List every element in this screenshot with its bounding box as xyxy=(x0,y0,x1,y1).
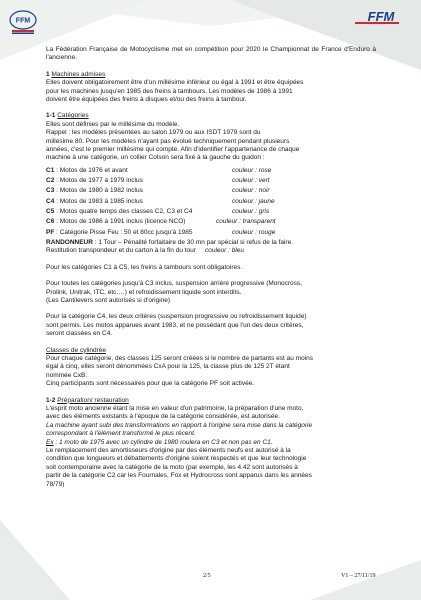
section-1-2-heading: 1-2 Préparation/ restauration xyxy=(46,396,129,404)
page-number: 2/5 xyxy=(203,573,211,579)
restoration-line: partir de la catégorie C2 car les Fournales, Fox et Hydrocross sont apparus dans les années xyxy=(46,472,312,480)
ffm-logo-right xyxy=(351,8,411,28)
categories-line: machine à une catégorie, un collier Colson sera fixé à la gauche du guidon : xyxy=(46,154,265,162)
ffm-logo-left xyxy=(6,10,40,36)
categories-line: Rappel : les modèles présentées au salon 1979 ou aux ISDT 1979 sont du xyxy=(46,129,261,137)
restoration-italic-line: correspondant à l'élément transformé le plus récent. xyxy=(46,430,196,438)
randonneur-line-2: Restitution transpondeur et du carton à la fin du tour couleur : bleu xyxy=(46,247,245,255)
section-1-1-heading: 1-1 Catégories xyxy=(46,112,89,120)
section-1-heading: 1 Machines admises xyxy=(46,70,106,78)
restoration-line: Le remplacement des amortisseurs d'origine par des éléments neufs est autorisé à la xyxy=(46,447,291,455)
c4-line: sont permis. Les motos apparues avant 1983, et ne possédant que l'un des deux critères, xyxy=(46,321,304,329)
category-list xyxy=(46,167,376,239)
category-row-c2: C2 : Motos de 1977 à 1979 inclus couleur : vert xyxy=(46,177,270,185)
brakes-paragraph: Pour les catégories C1 à C5, les freins à tambours sont obligatoires. xyxy=(46,263,243,271)
restoration-italic-line: La machine ayant subi des transformations en rapport à l'origine sera mise dans la catégorie xyxy=(46,421,313,429)
restoration-line: avec des éléments existants à l'époque de la catégorie considérée, est autorisée. xyxy=(46,413,280,421)
cylinder-line: nommée CxB. xyxy=(46,371,88,379)
suspension-line: Prolink, Unitrak, ITC, etc….) et refroidissement liquide sont interdits. xyxy=(46,288,242,296)
section-1-line: doivent être équipées des freins à disques et/ou des freins à tambour. xyxy=(46,96,247,104)
document-version: V1 – 27/11/19 xyxy=(341,573,376,579)
restoration-line: L'esprit moto ancienne étant la mise en valeur d'un patrimoine, la préparation d'une moto, xyxy=(46,405,304,413)
restoration-line: 78/79) xyxy=(46,480,65,488)
cylinder-line: Pour chaque catégorie, des classes 125 seront créées si le nombre de partants est au moins xyxy=(46,355,314,363)
section-1-line: Elles doivent obligatoirement être d'un millésime inférieur ou égal à 1991 et être équipées xyxy=(46,79,304,87)
category-row-c6: C6 : Motos de 1986 à 1991 inclus (licence NCO) couleur : transparent xyxy=(46,218,276,226)
category-row-c3: C3 : Motos de 1980 à 1982 inclus couleur : noir xyxy=(46,187,270,195)
category-row-c1: C1 : Motos de 1976 et avant couleur : rose xyxy=(46,166,272,174)
cylinder-classes-heading: Classes de cylindrée xyxy=(46,346,106,354)
suspension-line: (Les Cantilevers sont autorisés si d'origine) xyxy=(46,296,171,304)
category-row-pf: PF : Catégorie Pisse Feu : 50 et 80cc jusqu'à 1985 couleur : rouge xyxy=(46,228,276,236)
c4-line: seront classées en C4. xyxy=(46,330,113,338)
restoration-line: soit contemporaine avec la catégorie de la moto (par exemple, les 4.42 sont autorisés à xyxy=(46,463,298,471)
suspension-line: Pour toutes les catégories jusqu'à C3 inclus, suspension arrière progressive (Monocross, xyxy=(46,280,302,288)
category-row-c4: C4 : Motos de 1983 à 1985 inclus couleur : jaune xyxy=(46,197,275,205)
randonneur-line: RANDONNEUR : 1 Tour – Pénalité forfaitaire de 30 mn par spécial si refus de la faire. xyxy=(46,238,293,246)
document-body xyxy=(46,46,376,489)
svg-text:FFM: FFM xyxy=(367,9,395,24)
cylinder-line: Cinq participants sont nécessaires pour que la catégorie PF soit activée. xyxy=(46,380,255,388)
section-1-line: pour les machines jusqu'en 1985 des freins à tambours. Les modèles de 1986 à 1991 xyxy=(46,87,293,95)
example-line: Ex : 1 moto de 1975 avec un cylindre de 1980 roulera en C3 et non pas en C1. xyxy=(46,438,273,446)
c4-line: Pour la catégorie C4, les deux critères (suspension progressive ou refroidissement liquide) xyxy=(46,313,307,321)
categories-line: millésime 80. Pour les modèles n'ayant pas évolué techniquement pendant plusieurs xyxy=(46,137,290,145)
categories-line: Elles sont définies par le millésime du modèle. xyxy=(46,120,180,128)
category-row-c5: C5 : Motos quatre temps des classes C2, C3 et C4 couleur : gris xyxy=(46,208,270,216)
svg-text:FFM: FFM xyxy=(15,17,31,25)
categories-line: années, c'est le premier millésime qui compte. Afin d'identifier l'appartenance de chaque xyxy=(46,146,300,154)
restoration-line: condition que longueurs et débattements d'origine soient respectés et que leur technologie xyxy=(46,455,307,463)
intro-paragraph: La Fédération Française de Motocyclisme met en compétition pour 2020 le Championnat de France d'Enduro à l'ancienne. xyxy=(46,46,376,62)
cylinder-line: égal à cinq, elles seront dénommées CxA pour la 125, la classe plus de 125 2T étant xyxy=(46,363,290,371)
